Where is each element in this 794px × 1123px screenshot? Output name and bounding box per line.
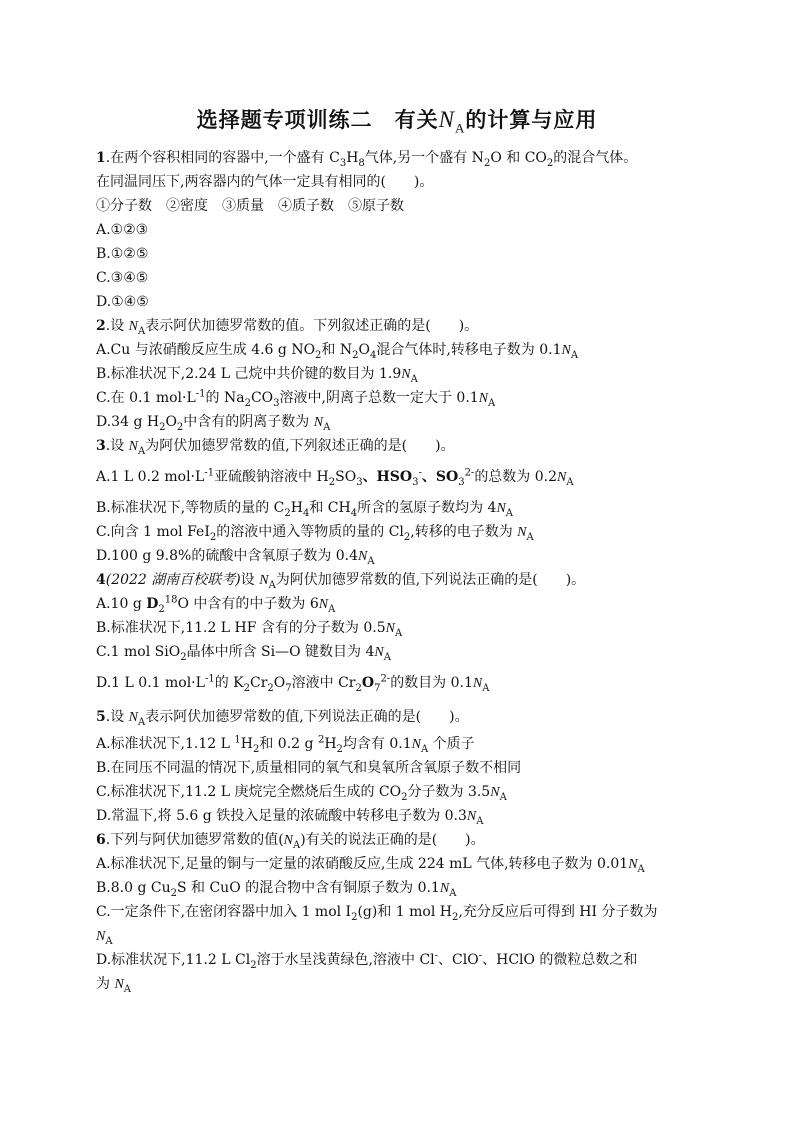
q5-option-b: B.在同压不同温的情况下,质量相同的氧气和臭氧所含氧原子数不相同 (96, 760, 522, 776)
q6-option-d-line2: 为 $N_A$ (96, 976, 132, 995)
q4-option-d: D.1 L 0.1 $mol\cdot L^{-1}$的 $K_2Cr_2O_7$溶液中 $Cr_2O_7^{2-}$的数目为 $0.1N_A$ (96, 673, 490, 694)
title-suffix: 的计算与应用 (465, 108, 598, 132)
q4-stem: 4(2022 湖南百校联考)设 $N_A$为阿伏加德罗常数的值,下列说法正确的是( )。 (96, 572, 586, 591)
q4-option-b: B.标准状况下,11.2 L HF 含有的分子数为 $0.5N_A$ (96, 620, 403, 639)
q6-stem: 6.下列与阿伏加德罗常数的值$(N_A)$有关的说法正确的是( )。 (96, 832, 485, 851)
q3-option-d: D.100 g 9.8%的硫酸中含氧原子数为 $0.4N_A$ (96, 548, 375, 567)
question-list (96, 146, 700, 996)
page-title (0, 104, 794, 134)
title-na: $N_A$ (438, 107, 466, 136)
q3-option-c: C.向含 1 mol FeI$_2$的溶液中通入等物质的量的 $Cl_2$,转移的电子数为 $N_A$ (96, 524, 534, 543)
q4-option-a: A.10 g $D_2^{18}O$ 中含有的中子数为 $6N_A$ (96, 594, 336, 615)
q6-option-c-line2: $N_A$ (96, 929, 113, 947)
q6-option-c-line1: C.一定条件下,在密闭容器中加入 1 mol $I_2(g)$和 1 mol $H_2$,充分反应后可得到 HI 分子数为 (96, 904, 658, 923)
q6-option-a: A.标准状况下,足量的铜与一定量的浓硝酸反应,生成 224 mL 气体,转移电子数为 $0.01N_A$ (96, 856, 645, 875)
q6-option-b: B.8.0 g $Cu_2S$ 和 CuO 的混合物中含有铜原子数为 $0.1N_A$ (96, 880, 457, 899)
q5-option-a: A.标准状况下,1.12 L $^1H_2$和 0.2 g $^2H_2$均含有 $0.1N_A$ 个质子 (96, 734, 475, 755)
q2-option-b: B.标准状况下,2.24 L 己烷中共价键的数目为 $1.9N_A$ (96, 366, 418, 385)
title-prefix: 选择题专项训练二 有关 (196, 108, 439, 132)
q1-statements: ①分子数 ②密度 ③质量 ④质子数 ⑤原子数 (96, 198, 404, 214)
q1-option-a: A.①②③ (96, 222, 149, 238)
q5-option-c: C.标准状况下,11.2 L 庚烷完全燃烧后生成的 $CO_2$分子数为 $3.5N_A$ (96, 784, 507, 803)
q2-option-d: D.34 g $H_2O_2$中含有的阴离子数为 $N_A$ (96, 414, 331, 433)
q2-option-a: A.Cu 与浓硝酸反应生成 4.6 g $NO_2$和 $N_2O_4$混合气体时,转移电子数为 $0.1N_A$ (96, 342, 579, 361)
q1-option-b: B.①②⑤ (96, 246, 149, 262)
q1-option-d: D.①④⑤ (96, 294, 149, 310)
q3-option-a: A.1 L 0.2 $mol\cdot L^{-1}$亚硫酸钠溶液中 $H_2SO_3$、$HSO_3^-$、$SO_3^{2-}$的总数为 $0.2N_A$ (96, 467, 574, 488)
q5-stem: 5.设 $N_A$表示阿伏加德罗常数的值,下列说法正确的是( )。 (96, 709, 469, 728)
q1-stem-line1: 1.在两个容积相同的容器中,一个盛有 $C_3H_8$气体,另一个盛有 $N_2O$ 和 $CO_2$的混合气体。 (96, 150, 638, 169)
q1-stem-line2: 在同温同压下,两容器内的气体一定具有相同的( )。 (96, 174, 434, 190)
q1-option-c: C.③④⑤ (96, 270, 149, 286)
q3-option-b: B.标准状况下,等物质的量的 $C_2H_4$和 $CH_4$所含的氢原子数均为 $4N_A$ (96, 500, 514, 519)
q2-option-c: C.在 0.1 $mol\cdot L^{-1}$的 $Na_2CO_3$溶液中,阴离子总数一定大于 $0.1N_A$ (96, 388, 496, 409)
q2-stem: 2.设 $N_A$表示阿伏加德罗常数的值。下列叙述正确的是( )。 (96, 318, 479, 337)
q4-option-c: C.1 mol SiO$_2$晶体中所含 Si—O 键数目为 $4N_A$ (96, 644, 391, 663)
q3-stem: 3.设 $N_A$为阿伏加德罗常数的值,下列叙述正确的是( )。 (96, 438, 455, 457)
q4-source: (2022 湖南百校联考) (105, 572, 241, 588)
q5-option-d: D.常温下,将 5.6 g 铁投入足量的浓硫酸中转移电子数为 $0.3N_A$ (96, 808, 484, 827)
q6-option-d-line1: D.标准状况下,11.2 L $Cl_2$溶于水呈浅黄绿色,溶液中 Cl-、ClO-、HClO 的微粒总数之和 (96, 950, 638, 971)
